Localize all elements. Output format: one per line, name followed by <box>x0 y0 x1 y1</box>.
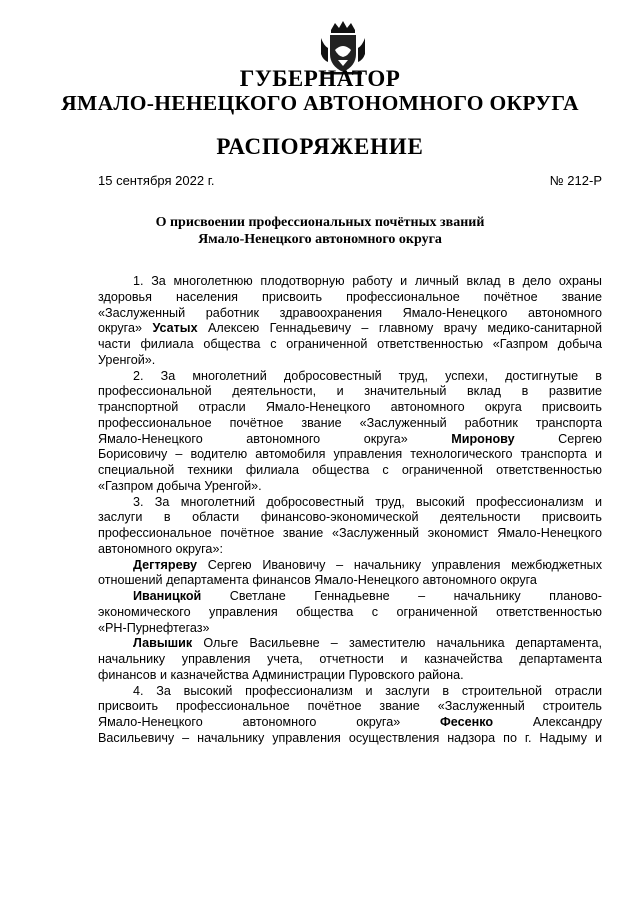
document-number: № 212-Р <box>549 173 602 188</box>
body-line: начальнику управления учета, отчетности и казначейства департамента <box>98 652 602 666</box>
awardee-surname: Фесенко <box>440 715 494 729</box>
body-text: Сергею <box>514 431 602 446</box>
body-line: финансов и казначейства Администрации Пуровского района. <box>98 667 464 682</box>
body-line <box>98 589 602 605</box>
awardee-surname: Дегтяреву <box>133 557 198 572</box>
body-text: Александру <box>493 715 602 729</box>
body-line <box>98 558 602 574</box>
body-line: «РН-Пурнефтегаз» <box>98 620 210 635</box>
body-line: Васильевичу – начальнику управления осуществления надзора по г. Надыму и <box>98 730 602 745</box>
body-text: Алексею Геннадьевичу – главному врачу медико-санитарной <box>197 321 602 336</box>
body-line: профессиональной деятельности, и значительный вклад в развитие <box>98 384 602 399</box>
governor-title: ГУБЕРНАТОР <box>239 66 401 91</box>
awardee-surname: Иваницкой <box>133 589 202 603</box>
document-date: 15 сентября 2022 г. <box>98 173 215 188</box>
body-line: здоровья населения присвоить профессиональное почётное звание <box>98 289 602 304</box>
body-text: округа» <box>98 321 153 336</box>
subject-line: Ямало-Ненецкого автономного округа <box>198 232 442 247</box>
body-text: Ямало-Ненецкого автономного округа» <box>98 431 452 446</box>
document-body <box>98 274 602 747</box>
body-line: Уренгой». <box>98 352 156 367</box>
region-title: ЯМАЛО-НЕНЕЦКОГО АВТОНОМНОГО ОКРУГА <box>61 91 579 115</box>
body-text: Светлане Геннадьевне – начальнику планово- <box>201 589 602 603</box>
body-line: «Заслуженный работник здравоохранения Ямало-Ненецкого автономного <box>98 305 602 320</box>
document-subject <box>0 214 640 248</box>
body-line: экономического управления общества с ограниченной ответственностью <box>98 604 602 619</box>
body-line: 4. За высокий профессионализм и заслуги в строительной отрасли <box>133 683 602 698</box>
awardee-surname: Миронову <box>451 431 515 446</box>
body-line: Борисовичу – водителю автомобиля управления технологического транспорта и <box>98 447 602 462</box>
body-line: отношений департамента финансов Ямало-Ненецкого автономного округа <box>98 573 537 588</box>
body-line: 3. За многолетний добросовестный труд, высокий профессионализм и <box>133 494 602 509</box>
body-line <box>98 432 602 448</box>
body-text: Сергею Ивановичу – начальнику управления межбюджетных <box>197 557 602 572</box>
body-line: профессиональное почётное звание «Заслуженный экономист Ямало-Ненецкого <box>98 526 602 540</box>
body-text: Ольге Васильевне – заместителю начальника департамента, <box>192 636 602 651</box>
document-type-title: РАСПОРЯЖЕНИЕ <box>216 134 424 159</box>
subject-line: О присвоении профессиональных почётных званий <box>155 215 485 230</box>
awardee-surname: Лавышик <box>133 636 193 651</box>
body-line: 1. За многолетнюю плодотворную работу и личный вклад в дело охраны <box>133 274 602 288</box>
body-line: заслуги в области финансово-экономической деятельности присвоить <box>98 510 602 525</box>
body-line <box>98 636 602 652</box>
body-line: автономного округа»: <box>98 541 223 556</box>
body-line: части филиала общества с ограниченной ответственностью «Газпром добыча <box>98 337 602 351</box>
body-text: Ямало-Ненецкого автономного округа» <box>98 715 440 729</box>
body-line: профессиональное почётное звание «Заслуженный работник транспорта <box>98 415 602 430</box>
body-line: специальной техники филиала общества с ограниченной ответственностью <box>98 463 602 477</box>
awardee-surname: Усатых <box>152 321 198 336</box>
body-line <box>98 715 602 731</box>
body-line: 2. За многолетний добросовестный труд, успехи, достигнутые в <box>133 368 602 383</box>
body-line: присвоить профессиональное почётное звание «Заслуженный строитель <box>98 699 602 714</box>
body-line <box>98 321 602 337</box>
body-line: транспортной отрасли Ямало-Ненецкого автономного округа присвоить <box>98 400 602 414</box>
body-line: «Газпром добыча Уренгой». <box>98 478 262 493</box>
